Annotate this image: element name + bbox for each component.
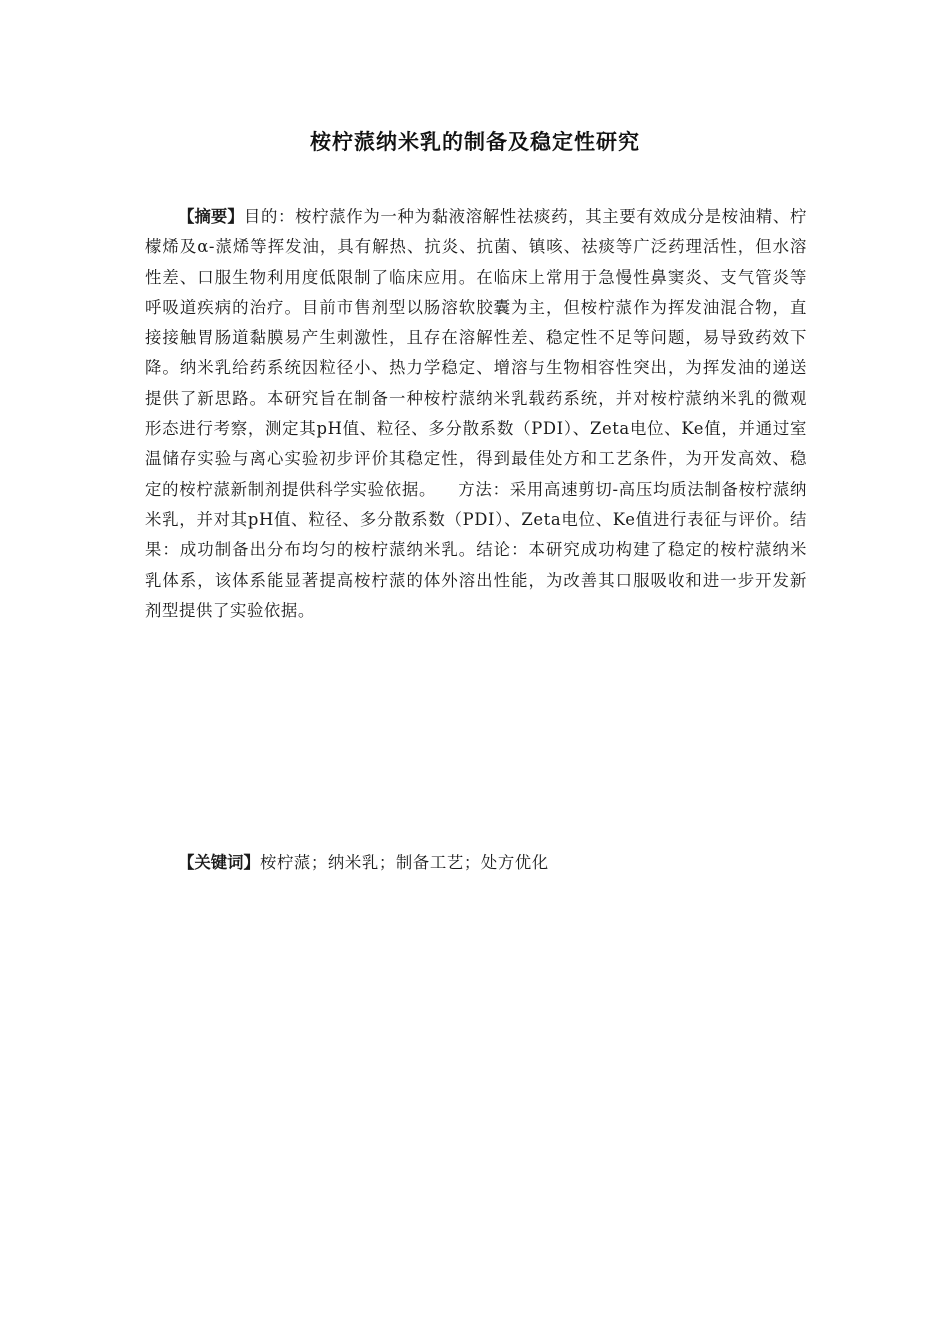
keywords-label: 【关键词】: [178, 853, 260, 872]
abstract-paragraph: [145, 202, 807, 626]
keywords-text: 桉柠蒎；纳米乳；制备工艺；处方优化: [259, 853, 549, 872]
abstract-method-text: 方法：采用高速剪切-高压均质法制备桉柠蒎纳米乳，并对其pH值、粒径、多分散系数（PDI）、Zeta电位、Ke值进行表征与评价。结果：成功制备出分布均匀的桉柠蒎纳米乳。结论：本研究成功构建了稳定的桉柠蒎纳米乳体系，该体系能显著提高桉柠蒎的体外溶出性能，为改善其口服吸收和进一步开发新剂型提供了实验依据。: [145, 479, 807, 620]
page-title: 桉柠蒎纳米乳的制备及稳定性研究: [310, 130, 640, 154]
abstract-label: 【摘要】: [178, 207, 244, 226]
keywords-line: [178, 848, 549, 878]
abstract-objective-text: 目的：桉柠蒎作为一种为黏液溶解性祛痰药，其主要有效成分是桉油精、柠檬烯及α-蒎烯等挥发油，具有解热、抗炎、抗菌、镇咳、祛痰等广泛药理活性，但水溶性差、口服生物利用度低限制了临床应用。在临床上常用于急慢性鼻窦炎、支气管炎等呼吸道疾病的治疗。目前市售剂型以肠溶软胶囊为主，但桉柠蒎作为挥发油混合物，直接接触胃肠道黏膜易产生刺激性，且存在溶解性差、稳定性不足等问题，易导致药效下降。纳米乳给药系统因粒径小、热力学稳定、增溶与生物相容性突出，为挥发油的递送提供了新思路。本研究旨在制备一种桉柠蒎纳米乳载药系统，并对桉柠蒎纳米乳的微观形态进行考察，测定其pH值、粒径、多分散系数（PDI）、Zeta电位、Ke值，并通过室温储存实验与离心实验初步评价其稳定性，得到最佳处方和工艺条件，为开发高效、稳定的桉柠蒎新制剂提供科学实验依据。: [145, 207, 807, 499]
